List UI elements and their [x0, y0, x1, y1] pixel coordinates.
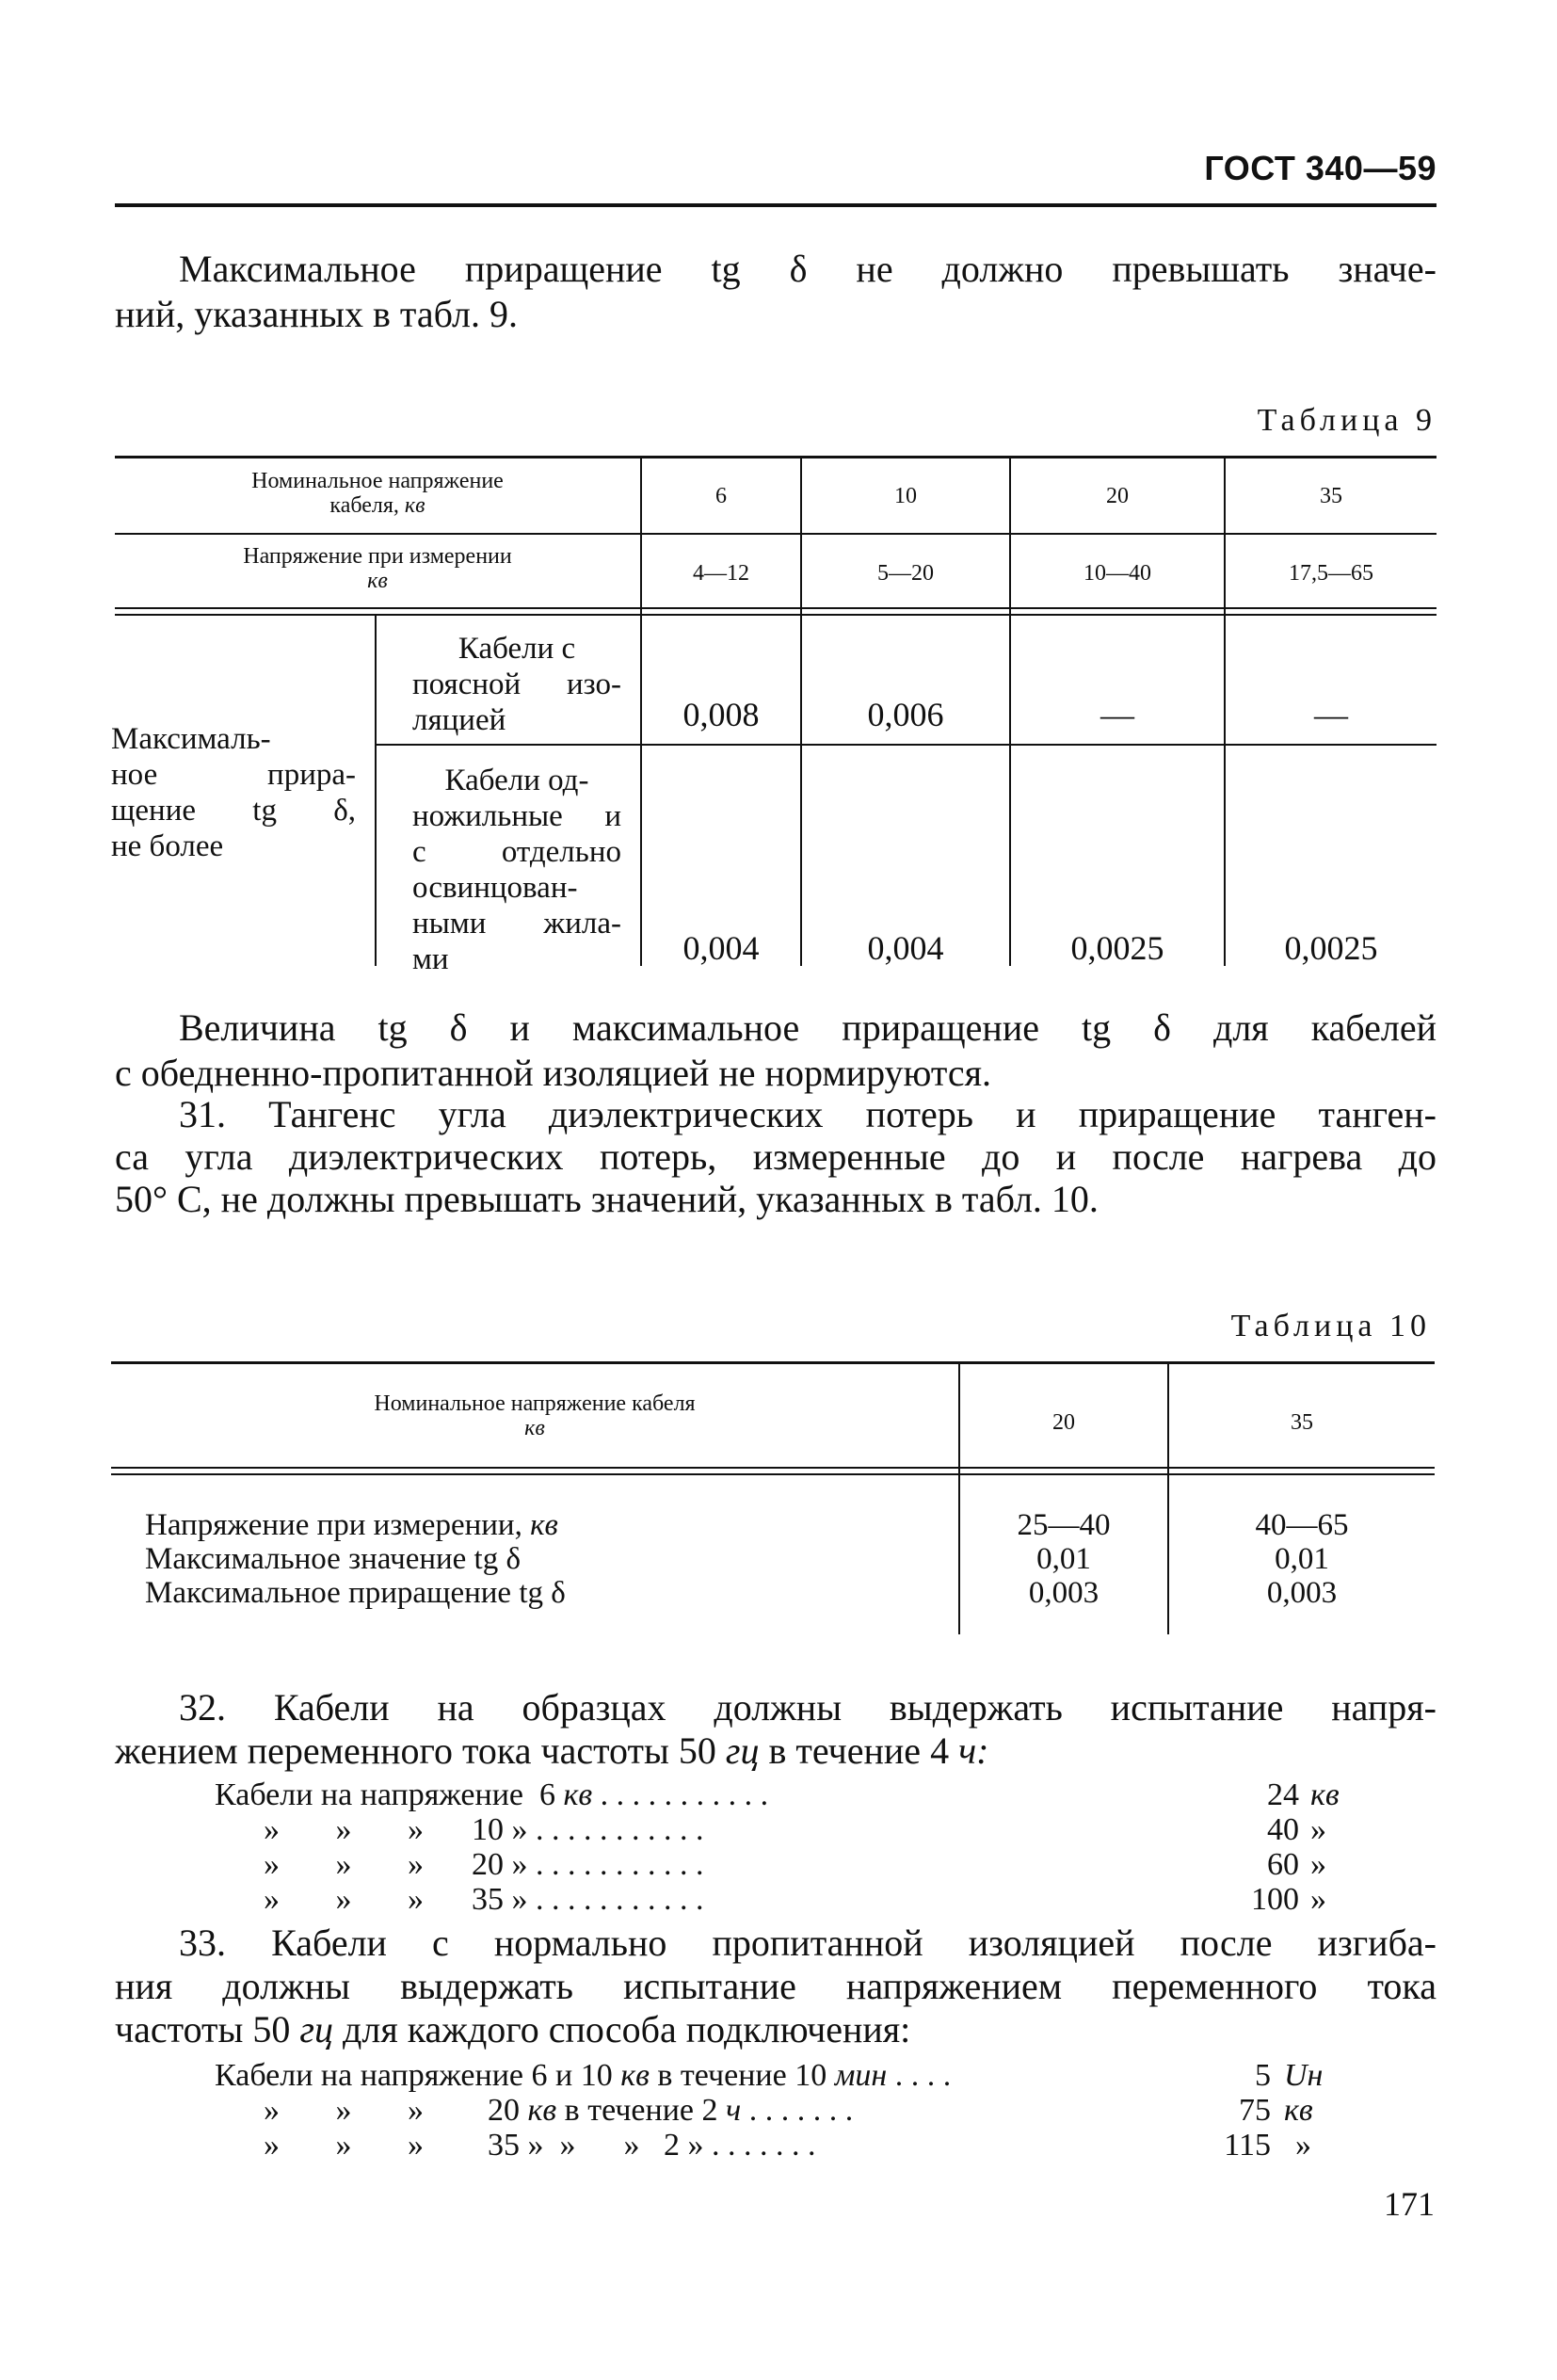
list-item: » » » 35 » » » 2 » . . . . . . . [264, 2128, 816, 2163]
table-caption: Таблица 9 [1257, 403, 1437, 438]
list-unit: кв [1310, 1777, 1340, 1812]
document-id: ГОСТ 340—59 [1204, 149, 1437, 187]
table-cell: 0,004 [867, 929, 944, 967]
table-head-cell: 6 [715, 484, 727, 508]
paragraph-line: жением переменного тока частоты 50 гц в течение 4 ч: [115, 1729, 989, 1772]
table-head-cell: 20 [1106, 484, 1129, 508]
paragraph-line: с обедненно-пропитанной изоляцией не нормируются. [115, 1052, 992, 1094]
table-rule [111, 1361, 1435, 1364]
list-unit: » [1295, 2128, 1311, 2163]
table-head-cell: 10—40 [1083, 561, 1151, 586]
table-rule [111, 1473, 1435, 1475]
list-value: 100 [1251, 1882, 1299, 1917]
list-item: » » » 20 кв в течение 2 ч . . . . . . . [264, 2093, 854, 2128]
table-rule [115, 607, 1437, 609]
list-item: Кабели на напряжение 6 кв . . . . . . . . . . . [215, 1777, 769, 1812]
table-head-cell: 4—12 [693, 561, 749, 586]
table-head-cell: 5—20 [877, 561, 934, 586]
table-rule [115, 456, 1437, 458]
list-unit: » [1310, 1812, 1326, 1847]
paragraph-line: ния должны выдержать испытание напряжением переменного тока [115, 1965, 1437, 2007]
table-cell: 0,006 [867, 696, 944, 733]
table-rule [377, 744, 1437, 746]
list-unit: кв [1284, 2093, 1313, 2128]
paragraph-line: частоты 50 гц для каждого способа подключения: [115, 2008, 911, 2050]
table-row-label: Максималь- ное прира- щение tg δ, не более [111, 722, 356, 863]
table-col-rule [375, 616, 377, 966]
list-value: 115 [1224, 2128, 1271, 2163]
list-value: 75 [1239, 2093, 1271, 2128]
paragraph-line: Максимальное приращение tg δ не должно превышать значе- [179, 248, 1437, 290]
paragraph-line: ний, указанных в табл. 9. [115, 293, 518, 335]
list-unit: Uн [1284, 2058, 1324, 2093]
table-cell: — [1100, 696, 1134, 733]
list-item: » » » 10 » . . . . . . . . . . . [264, 1812, 704, 1847]
paragraph-line: 32. Кабели на образцах должны выдержать испытание напря- [179, 1686, 1437, 1729]
list-value: 60 [1267, 1847, 1299, 1882]
paragraph-line: 50° С, не должны превышать значений, указанных в табл. 10. [115, 1178, 1099, 1220]
list-item: Кабели на напряжение 6 и 10 кв в течение 10 мин . . . . [215, 2058, 952, 2093]
table-caption: Таблица 10 [1230, 1309, 1431, 1343]
table-rule [115, 614, 1437, 616]
table-cell: 0,008 [682, 696, 760, 733]
table-cell: — [1314, 696, 1348, 733]
paragraph-line: 33. Кабели с нормально пропитанной изоляцией после изгиба- [179, 1922, 1437, 1964]
table-head-cell: 20 [1052, 1410, 1075, 1435]
page-number: 171 [1384, 2185, 1435, 2223]
list-item: » » » 20 » . . . . . . . . . . . [264, 1847, 704, 1882]
list-value: 40 [1267, 1812, 1299, 1847]
paragraph-line: Величина tg δ и максимальное приращение tg δ для кабелей [179, 1006, 1437, 1049]
table-col-values: 25—40 0,01 0,003 [1017, 1508, 1111, 1610]
table-head-cell: Номинальное напряжение кабеля кв [374, 1391, 696, 1440]
table-head-cell: Напряжение при измерении кв [243, 544, 512, 593]
paragraph-line: 31. Тангенс угла диэлектрических потерь и приращение танген- [179, 1093, 1437, 1135]
table-rule [115, 533, 1437, 535]
table-row-labels: Напряжение при измерении, кв Максимальное значение tg δ Максимальное приращение tg δ [145, 1508, 566, 1610]
header-rule [115, 203, 1437, 207]
table-sub-label: Кабели с поясной изо- ляцией [412, 632, 621, 737]
table-head-cell: 17,5—65 [1289, 561, 1373, 586]
table-cell: 0,004 [682, 929, 760, 967]
table-col-values: 40—65 0,01 0,003 [1255, 1508, 1349, 1610]
table-head-cell: 35 [1291, 1410, 1313, 1435]
table-cell: 0,0025 [1284, 929, 1378, 967]
list-item: » » » 35 » . . . . . . . . . . . [264, 1882, 704, 1917]
table-sub-label: Кабели од- ножильные и с отдельно освинцован- ными жила- ми [412, 764, 621, 976]
list-unit: » [1310, 1847, 1326, 1882]
list-unit: » [1310, 1882, 1326, 1917]
list-value: 5 [1255, 2058, 1271, 2093]
table-head-cell: 10 [894, 484, 917, 508]
paragraph-line: са угла диэлектрических потерь, измеренные до и после нагрева до [115, 1135, 1437, 1178]
table-head-cell: 35 [1320, 484, 1342, 508]
table-head-cell: Номинальное напряжение кабеля, кв [251, 469, 504, 518]
table-rule [111, 1467, 1435, 1469]
list-value: 24 [1267, 1777, 1299, 1812]
table-cell: 0,0025 [1070, 929, 1164, 967]
